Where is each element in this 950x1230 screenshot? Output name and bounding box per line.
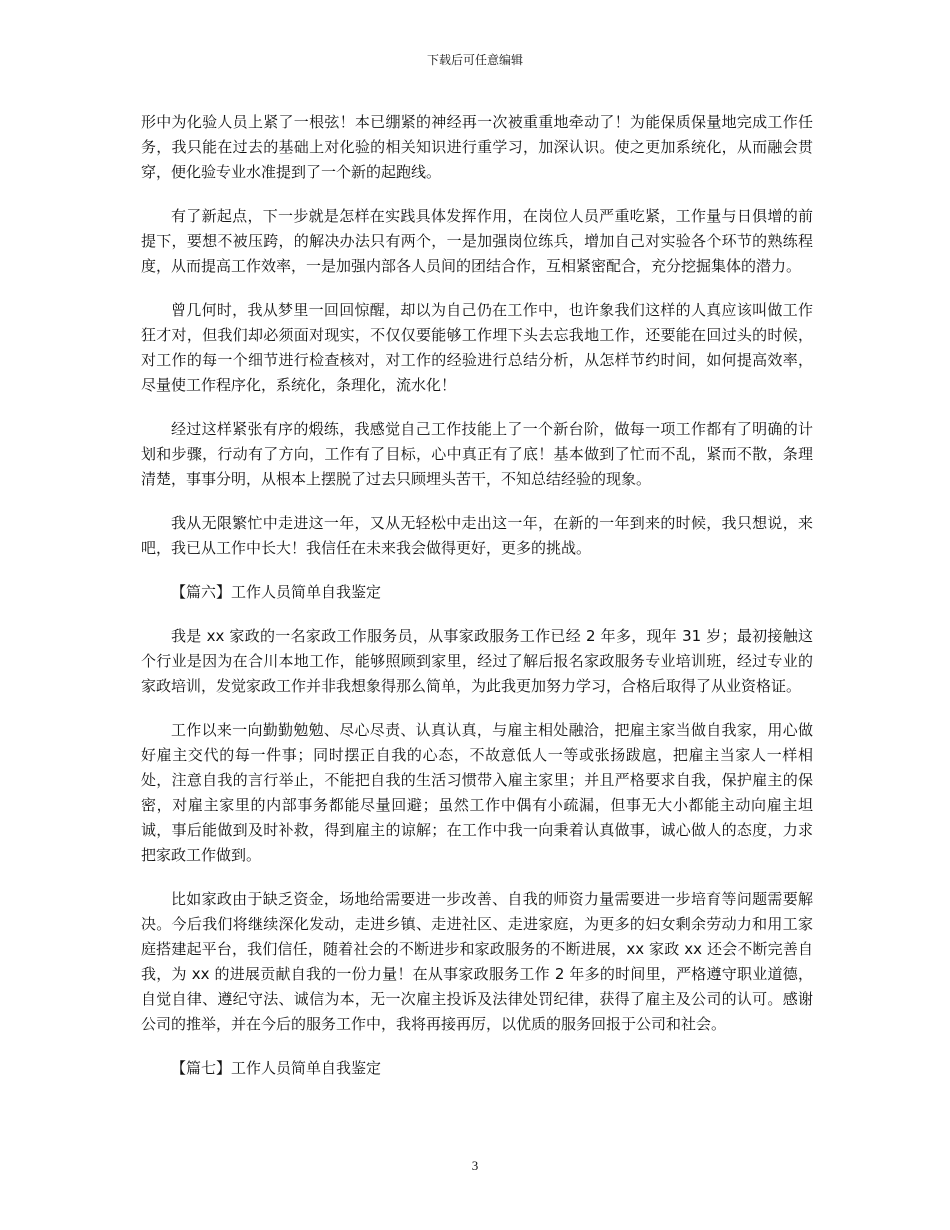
- paragraph: 工作以来一向勤勤勉勉、尽心尽责、认真认真，与雇主相处融洽，把雇主家当做自我家，用心做好雇主交代的每一件事；同时摆正自我的心态，不故意低人一等或张扬跋扈，把雇主当家人一样相处，注意自我的言行举止，不能把自我的生活习惯带入雇主家里；并且严格要求自我，保护雇主的保密，对雇主家里的内部事务都能尽量回避；虽然工作中偶有小疏漏，但事无大小都能主动向雇主坦诚，事后能做到及时补救，得到雇主的谅解；在工作中我一向秉着认真做事，诚心做人的态度，力求把家政工作做到。: [141, 721, 813, 864]
- document-body: [141, 110, 813, 1100]
- section-heading-6: 【篇六】工作人员简单自我鉴定: [171, 583, 382, 601]
- paragraph-continued: 形中为化验人员上紧了一根弦！本已绷紧的神经再一次被重重地牵动了！为能保质保量地完成工作任务，我只能在过去的基础上对化验的相关知识进行重学习，加深认识。使之更加系统化，从而融会贯穿，便化验专业水准提到了一个新的起跑线。: [141, 113, 813, 181]
- page-header: 下载后可任意编辑: [426, 53, 523, 67]
- paragraph: 经过这样紧张有序的煅练，我感觉自己工作技能上了一个新台阶，做每一项工作都有了明确的计划和步骤，行动有了方向，工作有了目标，心中真正有了底！基本做到了忙而不乱，紧而不散，条理清楚，事事分明，从根本上摆脱了过去只顾埋头苦干，不知总结经验的现象。: [141, 420, 813, 488]
- section-heading-7: 【篇七】工作人员简单自我鉴定: [171, 1059, 382, 1077]
- paragraph: 我从无限繁忙中走进这一年，又从无轻松中走出这一年，在新的一年到来的时候，我只想说，来吧，我已从工作中长大！我信任在未来我会做得更好，更多的挑战。: [141, 514, 813, 557]
- paragraph: 曾几何时，我从梦里一回回惊醒，却以为自己仍在工作中，也许象我们这样的人真应该叫做工作狂才对，但我们却必须面对现实，不仅仅要能够工作埋下头去忘我地工作，还要能在回过头的时候，对工作的每一个细节进行检查核对，对工作的经验进行总结分析，从怎样节约时间，如何提高效率，尽量使工作程序化，系统化，条理化，流水化！: [141, 301, 813, 394]
- page-number: 3: [471, 1158, 479, 1173]
- paragraph: 有了新起点，下一步就是怎样在实践具体发挥作用，在岗位人员严重吃紧，工作量与日俱增的前提下，要想不被压跨，的解决办法只有两个，一是加强岗位练兵，增加自己对实验各个环节的熟练程度，从而提高工作效率，一是加强内部各人员间的团结合作，互相紧密配合，充分挖掘集体的潜力。: [141, 207, 813, 275]
- paragraph: 比如家政由于缺乏资金，场地给需要进一步改善、自我的师资力量需要进一步培育等问题需要解决。今后我们将继续深化发动，走进乡镇、走进社区、走进家庭，为更多的妇女剩余劳动力和用工家庭搭建起平台，我们信任，随着社会的不断进步和家政服务的不断进展，xx 家政 xx 还会不断完善自我，为 xx 的进展贡献自我的一份力量！在从事家政服务工作 2 年多的时间里，严格遵守职业道德，自觉自律、遵纪守法、诚信为本，无一次雇主投诉及法律处罚纪律，获得了雇主及公司的认可。感谢公司的推举，并在今后的服务工作中，我将再接再厉，以优质的服务回报于公司和社会。: [141, 890, 813, 1033]
- paragraph: 我是 xx 家政的一名家政工作服务员，从事家政服务工作已经 2 年多，现年 31 岁；最初接触这个行业是因为在合川本地工作，能够照顾到家里，经过了解后报名家政服务专业培训班，经过专业的家政培训，发觉家政工作并非我想象得那么简单，为此我更加努力学习，合格后取得了从业资格证。: [141, 627, 813, 695]
